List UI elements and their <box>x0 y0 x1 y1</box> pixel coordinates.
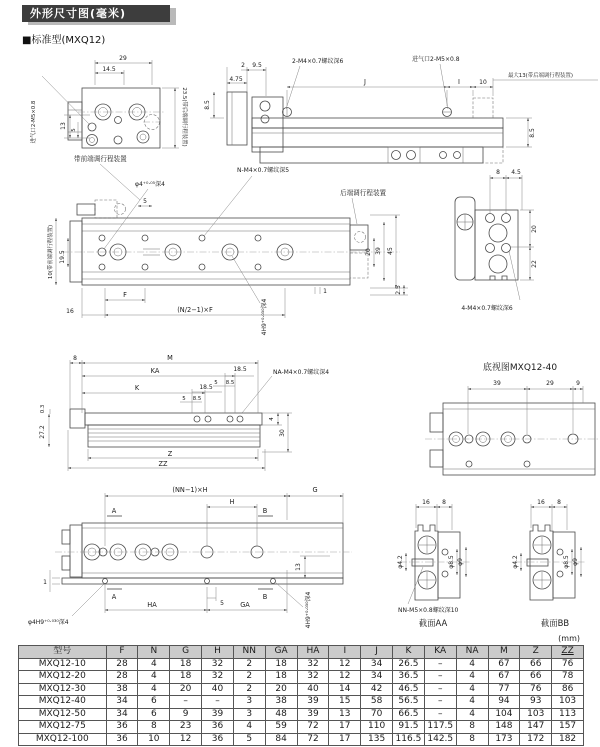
col-I: I <box>329 646 361 659</box>
section-aa-dia-9: φ9 <box>457 558 464 566</box>
elev-thread-label: 2-M4×0.7螺纹深6 <box>292 58 344 65</box>
value-cell: 3 <box>233 708 265 721</box>
value-cell: 36.5 <box>393 671 425 684</box>
value-cell: 91.5 <box>393 721 425 734</box>
value-cell: 8 <box>456 721 488 734</box>
value-cell: 76 <box>520 683 552 696</box>
endview-dim-22: 22 <box>531 260 538 268</box>
value-cell: 12 <box>329 658 361 671</box>
elev-dim-8-5-left: 8.5 <box>204 100 211 110</box>
lowerview-dim-G: G <box>312 486 318 494</box>
section-bb-dim-16: 16 <box>537 499 545 506</box>
col-M: M <box>488 646 520 659</box>
endview-thread-label: 4-M4×0.7螺纹深6 <box>461 305 513 312</box>
col-GA: GA <box>265 646 297 659</box>
topview-dim-5: 5 <box>143 198 147 205</box>
value-cell: 36 <box>106 733 138 746</box>
sideview-dim-5b: 5 <box>182 396 186 402</box>
value-cell: 15 <box>329 696 361 709</box>
value-cell: 34 <box>106 708 138 721</box>
elev-max-note: 最大13(带后端调行程装置) <box>508 73 573 79</box>
section-aa-dia-4-2: φ4.2 <box>397 555 404 569</box>
elev-port-label: 进气口2-M5×0.8 <box>412 56 460 63</box>
value-cell: 4 <box>138 683 170 696</box>
value-cell: 17 <box>329 733 361 746</box>
unit-note: (mm) <box>558 634 580 643</box>
value-cell: 56.5 <box>393 696 425 709</box>
topview-left-note: 10(带前端调行程装置) <box>48 224 54 280</box>
elev-dim-I: I <box>458 78 460 86</box>
plan-port-label: 进气口2-M5×0.8 <box>31 100 37 144</box>
lowerview-hole-label-right: 4H9⁺⁰·⁰³⁰深4 <box>305 591 312 629</box>
topview-pin-label: φ4⁺⁰·⁰⁵深4 <box>135 181 165 188</box>
col-Z: Z <box>520 646 552 659</box>
value-cell: 8 <box>456 733 488 746</box>
sideview-dim-Z: Z <box>167 450 173 458</box>
value-cell: 94 <box>488 696 520 709</box>
table-row <box>19 733 584 746</box>
value-cell: 86 <box>552 683 584 696</box>
front-adjuster-label: 带前端调行程装置 <box>74 155 127 163</box>
value-cell: 104 <box>488 708 520 721</box>
value-cell: 4 <box>233 721 265 734</box>
value-cell: 84 <box>265 733 297 746</box>
elev-dim-J: J <box>364 78 366 86</box>
value-cell: 117.5 <box>424 721 456 734</box>
elev-dim-4-75: 4.75 <box>229 76 243 83</box>
endview-dim-4-5: 4.5 <box>511 169 521 176</box>
sideview-dim-K: K <box>134 384 140 392</box>
value-cell: – <box>424 696 456 709</box>
lowerview-dim-GA: GA <box>240 601 250 609</box>
value-cell: 28 <box>106 671 138 684</box>
value-cell: 13 <box>329 708 361 721</box>
value-cell: 110 <box>361 721 393 734</box>
section-bb-dim-8: 8 <box>557 499 561 506</box>
topview-dim-20: 20 <box>365 248 372 256</box>
value-cell: 42 <box>361 683 393 696</box>
elev-dim-9-5: 9.5 <box>252 62 262 69</box>
bottom-view-title: 底视图MXQ12-40 <box>482 363 558 373</box>
sideview-dim-ZZ: ZZ <box>158 460 168 468</box>
topview-dim-45: 45 <box>387 247 394 255</box>
value-cell: 103 <box>520 708 552 721</box>
model-cell: MXQ12-30 <box>19 683 107 696</box>
plan-dim-14-5: 14.5 <box>102 66 116 73</box>
value-cell: 93 <box>520 696 552 709</box>
value-cell: 182 <box>552 733 584 746</box>
dimension-drawings <box>0 45 600 633</box>
section-bb-title: 截面BB <box>540 618 570 628</box>
topview-dim-2-5: 2.5 <box>395 285 402 295</box>
col-G: G <box>170 646 202 659</box>
model-cell: MXQ12-75 <box>19 721 107 734</box>
value-cell: 66 <box>520 658 552 671</box>
value-cell: 32 <box>202 671 234 684</box>
value-cell: 38 <box>106 683 138 696</box>
model-cell: MXQ12-100 <box>19 733 107 746</box>
col-ZZ: ZZ <box>552 646 584 659</box>
table-header-row <box>19 646 584 659</box>
value-cell: 18 <box>265 671 297 684</box>
topview-dim-16: 16 <box>66 308 74 315</box>
value-cell: 18 <box>265 658 297 671</box>
table-body <box>19 658 584 746</box>
section-mark-A-bottom: A <box>111 593 117 601</box>
section-mark-A-top: A <box>111 507 117 515</box>
top-view-linework <box>56 164 408 318</box>
sideview-thread-label: NA-M4×0.7螺纹深4 <box>273 369 330 376</box>
value-cell: 3 <box>233 696 265 709</box>
sideview-dim-4: 4 <box>269 417 275 421</box>
topview-dim-F: F <box>123 291 127 299</box>
value-cell: 28 <box>106 658 138 671</box>
model-cell: MXQ12-50 <box>19 708 107 721</box>
value-cell: 142.5 <box>424 733 456 746</box>
lowerview-dim-HA: HA <box>147 601 157 609</box>
value-cell: 20 <box>170 683 202 696</box>
value-cell: 17 <box>329 721 361 734</box>
value-cell: – <box>170 696 202 709</box>
value-cell: 48 <box>265 708 297 721</box>
value-cell: 67 <box>488 671 520 684</box>
value-cell: 2 <box>233 671 265 684</box>
value-cell: – <box>424 683 456 696</box>
value-cell: 135 <box>361 733 393 746</box>
table-row <box>19 658 584 671</box>
col-NA: NA <box>456 646 488 659</box>
value-cell: 67 <box>488 658 520 671</box>
elev-dim-2: 2 <box>241 62 245 69</box>
section-aa-dia-8-5: φ8.5 <box>448 555 455 569</box>
value-cell: 39 <box>202 708 234 721</box>
model-cell: MXQ12-40 <box>19 696 107 709</box>
value-cell: 6 <box>138 708 170 721</box>
value-cell: 4 <box>456 696 488 709</box>
table-row <box>19 696 584 709</box>
value-cell: 39 <box>297 708 329 721</box>
table-row <box>19 708 584 721</box>
lowerview-dim-H: H <box>229 498 235 506</box>
value-cell: 58 <box>361 696 393 709</box>
model-subtitle: ■标准型(MXQ12) <box>22 35 106 46</box>
value-cell: 32 <box>297 658 329 671</box>
plan-dim-13: 13 <box>60 122 67 130</box>
value-cell: 18 <box>170 658 202 671</box>
section-bb-dia-4-2: φ4.2 <box>512 555 519 569</box>
sideview-dim-KA: KA <box>150 367 160 375</box>
col-NN: NN <box>233 646 265 659</box>
section-bb-dia-9: φ9 <box>572 558 579 566</box>
sideview-dim-0-3: 0.3 <box>40 404 46 414</box>
value-cell: 5 <box>233 733 265 746</box>
value-cell: 36 <box>106 721 138 734</box>
value-cell: 12 <box>170 733 202 746</box>
value-cell: 4 <box>456 708 488 721</box>
value-cell: 20 <box>265 683 297 696</box>
value-cell: 77 <box>488 683 520 696</box>
sideview-dim-8-5a: 8.5 <box>225 380 235 386</box>
sideview-dim-5a: 5 <box>214 380 218 386</box>
bottomview-dim-39: 39 <box>493 380 501 387</box>
sideview-dim-27-2: 27.2 <box>39 425 46 439</box>
value-cell: 40 <box>202 683 234 696</box>
value-cell: 113 <box>552 708 584 721</box>
col-KA: KA <box>424 646 456 659</box>
sideview-dim-18-5b: 18.5 <box>199 384 213 391</box>
section-bb-dia-8-5: φ8.5 <box>563 555 570 569</box>
value-cell: 72 <box>297 733 329 746</box>
value-cell: 78 <box>552 671 584 684</box>
value-cell: 39 <box>297 696 329 709</box>
section-mark-B-bottom: B <box>262 593 268 601</box>
elev-dim-10: 10 <box>479 79 487 86</box>
value-cell: 4 <box>456 683 488 696</box>
lowerview-dim-5: 5 <box>220 600 224 607</box>
end-view-linework <box>455 175 534 300</box>
value-cell: – <box>424 671 456 684</box>
value-cell: 2 <box>233 683 265 696</box>
value-cell: 172 <box>520 733 552 746</box>
bottomview-dim-29: 29 <box>546 380 554 387</box>
sideview-dim-30: 30 <box>279 429 286 437</box>
col-model: 型号 <box>19 646 107 659</box>
value-cell: 66 <box>520 671 552 684</box>
plan-dim-5: 5 <box>71 128 77 132</box>
col-F: F <box>106 646 138 659</box>
bottom-view-linework <box>425 386 598 475</box>
value-cell: 70 <box>361 708 393 721</box>
topview-dim-1: 1 <box>323 288 327 295</box>
value-cell: 23 <box>170 721 202 734</box>
endview-dim-20: 20 <box>531 225 538 233</box>
value-cell: 38 <box>265 696 297 709</box>
sideview-dim-8: 8 <box>73 355 77 362</box>
value-cell: 14 <box>329 683 361 696</box>
value-cell: 66.5 <box>393 708 425 721</box>
value-cell: 26.5 <box>393 658 425 671</box>
section-aa-title: 截面AA <box>418 618 448 628</box>
value-cell: 4 <box>456 671 488 684</box>
table-row <box>19 683 584 696</box>
elev-dim-8-5-right: 8.5 <box>529 128 536 138</box>
col-N: N <box>138 646 170 659</box>
value-cell: 72 <box>297 721 329 734</box>
section-aa-linework <box>400 504 470 604</box>
sideview-dim-M: M <box>167 354 173 362</box>
lowerview-dim-1: 1 <box>43 579 47 586</box>
value-cell: 34 <box>106 696 138 709</box>
value-cell: – <box>424 658 456 671</box>
model-cell: MXQ12-10 <box>19 658 107 671</box>
bottomview-dim-9: 9 <box>576 380 580 387</box>
topview-dim-19-5: 19.5 <box>59 250 66 264</box>
value-cell: 4 <box>138 658 170 671</box>
value-cell: 32 <box>202 658 234 671</box>
sideview-dim-18-5a: 18.5 <box>233 366 247 373</box>
value-cell: 36 <box>202 733 234 746</box>
value-cell: 10 <box>138 733 170 746</box>
value-cell: 173 <box>488 733 520 746</box>
value-cell: 34 <box>361 671 393 684</box>
col-HA: HA <box>297 646 329 659</box>
table-row <box>19 671 584 684</box>
plan-view-linework <box>42 60 179 148</box>
endview-dim-8: 8 <box>496 169 500 176</box>
value-cell: 18 <box>170 671 202 684</box>
value-cell: 147 <box>520 721 552 734</box>
page-title: 外形尺寸图(毫米) <box>22 5 170 22</box>
value-cell: – <box>424 708 456 721</box>
value-cell: 6 <box>138 696 170 709</box>
rear-adjuster-label: 后端调行程装置 <box>340 189 387 197</box>
plan-depth-note: 23.5(带后端调行程装置) <box>181 87 187 147</box>
value-cell: 157 <box>552 721 584 734</box>
value-cell: 46.5 <box>393 683 425 696</box>
table-header <box>19 646 584 659</box>
dimension-table-wrap <box>18 645 584 746</box>
topview-pitch-formula: (N/2−1)×F <box>177 306 213 314</box>
topview-thread-label: N-M4×0.7螺纹深5 <box>237 167 290 174</box>
section-bb-linework <box>515 504 585 600</box>
value-cell: 36 <box>202 721 234 734</box>
col-K: K <box>393 646 425 659</box>
sideview-dim-8-5b: 8.5 <box>192 396 202 402</box>
value-cell: 40 <box>297 683 329 696</box>
value-cell: 32 <box>297 671 329 684</box>
value-cell: 34 <box>361 658 393 671</box>
section-aa-thread-label: NN-M5×0.8螺纹深10 <box>398 607 459 614</box>
value-cell: 76 <box>552 658 584 671</box>
topview-hole-label: 4H9⁺⁰·⁰³⁰深4 <box>261 298 268 336</box>
lowerview-hole-label-left: φ4H9⁺⁰·⁰³⁰深4 <box>28 619 69 626</box>
value-cell: 4 <box>456 658 488 671</box>
value-cell: 12 <box>329 671 361 684</box>
dimension-table <box>18 645 584 746</box>
value-cell: 2 <box>233 658 265 671</box>
value-cell: 8 <box>138 721 170 734</box>
col-H: H <box>202 646 234 659</box>
value-cell: 148 <box>488 721 520 734</box>
model-cell: MXQ12-20 <box>19 671 107 684</box>
value-cell: 103 <box>552 696 584 709</box>
lowerview-pitch: (NN−1)×H <box>172 486 208 494</box>
section-aa-dim-16: 16 <box>422 499 430 506</box>
value-cell: 116.5 <box>393 733 425 746</box>
section-mark-B-top: B <box>262 507 268 515</box>
value-cell: – <box>202 696 234 709</box>
value-cell: 59 <box>265 721 297 734</box>
col-J: J <box>361 646 393 659</box>
topview-dim-39: 39 <box>375 247 382 255</box>
value-cell: 9 <box>170 708 202 721</box>
lowerview-dim-13: 13 <box>295 563 302 571</box>
table-row <box>19 721 584 734</box>
value-cell: 4 <box>138 671 170 684</box>
section-aa-dim-8: 8 <box>442 499 446 506</box>
plan-dim-29: 29 <box>119 55 127 62</box>
